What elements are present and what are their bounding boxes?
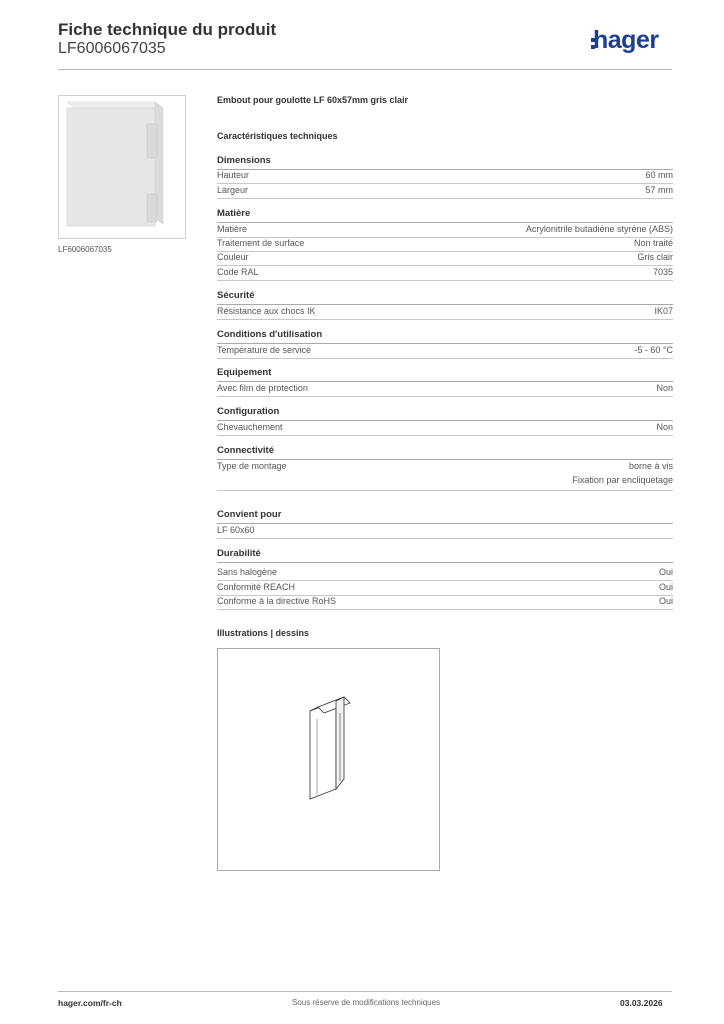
spec-row <box>217 305 673 320</box>
spec-row <box>217 237 673 252</box>
product-image-caption: LF6006067035 <box>58 245 112 254</box>
spec-row <box>217 421 673 436</box>
spec-label: Type de montage <box>217 461 287 471</box>
spec-value: Oui <box>658 596 673 606</box>
footer-date: 03.03.2026 <box>620 998 663 1008</box>
spec-label: Couleur <box>217 252 249 262</box>
spec-value: Oui <box>658 582 673 592</box>
spec-value: borne à vis <box>628 461 673 471</box>
spec-value-secondary: Fixation par encliquetage <box>572 475 673 485</box>
spec-value: IK07 <box>654 306 673 316</box>
spec-label: Température de service <box>217 345 312 355</box>
spec-row <box>217 169 673 184</box>
spec-row <box>217 524 673 539</box>
spec-row <box>217 344 673 359</box>
illustrations-title: Illustrations | dessins <box>217 628 310 638</box>
spec-label: Conformité REACH <box>217 582 296 592</box>
spec-value: 7035 <box>652 267 673 277</box>
section-title-equipment: Equipement <box>217 367 673 382</box>
technical-characteristics-title: Caractéristiques techniques <box>217 131 338 141</box>
spec-row <box>217 566 673 581</box>
section-title-durability: Durabilité <box>217 548 673 563</box>
spec-value: 57 mm <box>645 185 673 195</box>
illustration-drawing <box>217 648 440 871</box>
product-name: Embout pour goulotte LF 60x57mm gris clair <box>217 95 409 105</box>
spec-label: Conforme à la directive RoHS <box>217 596 337 606</box>
page-title: Fiche technique du produit <box>58 20 277 39</box>
spec-value: Non <box>656 422 673 432</box>
footer-website-link[interactable]: hager.com/fr-ch <box>58 998 122 1008</box>
spec-row <box>217 184 673 199</box>
spec-value: Non traité <box>633 238 673 248</box>
spec-label: Sans halogène <box>217 567 278 577</box>
spec-label: Hauteur <box>217 170 250 180</box>
spec-label: Résistance aux chocs IK <box>217 306 316 316</box>
spec-row <box>217 223 673 238</box>
product-image <box>58 95 186 239</box>
spec-label: Chevauchement <box>217 422 283 432</box>
spec-value: Oui <box>658 567 673 577</box>
spec-label: Largeur <box>217 185 249 195</box>
spec-value: Acrylonitrile butadiène styrène (ABS) <box>525 224 673 234</box>
spec-row <box>217 581 673 596</box>
spec-row <box>217 460 673 491</box>
section-title-configuration: Configuration <box>217 406 673 421</box>
spec-row <box>217 382 673 397</box>
end-cap-image-icon <box>59 96 185 238</box>
section-title-connectivity: Connectivité <box>217 445 673 460</box>
end-cap-drawing-icon <box>218 649 439 870</box>
section-title-conditions: Conditions d'utilisation <box>217 329 673 344</box>
section-title-material: Matière <box>217 208 673 223</box>
spec-label: Avec film de protection <box>217 383 308 393</box>
spec-value: -5 - 60 °C <box>634 345 673 355</box>
spec-label: LF 60x60 <box>217 525 255 535</box>
spec-row <box>217 251 673 266</box>
spec-value: 60 mm <box>645 170 673 180</box>
spec-row <box>217 595 673 610</box>
hager-logo[interactable]: hager <box>593 26 659 54</box>
spec-row <box>217 266 673 281</box>
section-title-dimensions: Dimensions <box>217 155 673 170</box>
footer-divider <box>58 991 672 992</box>
product-reference: LF6006067035 <box>58 40 166 57</box>
spec-label: Matière <box>217 224 248 234</box>
section-title-suitable-for: Convient pour <box>217 509 673 524</box>
section-title-safety: Sécurité <box>217 290 673 305</box>
spec-label: Code RAL <box>217 267 259 277</box>
spec-value: Gris clair <box>637 252 673 262</box>
header-divider <box>58 69 672 70</box>
spec-value: Non <box>656 383 673 393</box>
spec-label: Traitement de surface <box>217 238 305 248</box>
footer-disclaimer: Sous réserve de modifications techniques <box>292 998 441 1007</box>
